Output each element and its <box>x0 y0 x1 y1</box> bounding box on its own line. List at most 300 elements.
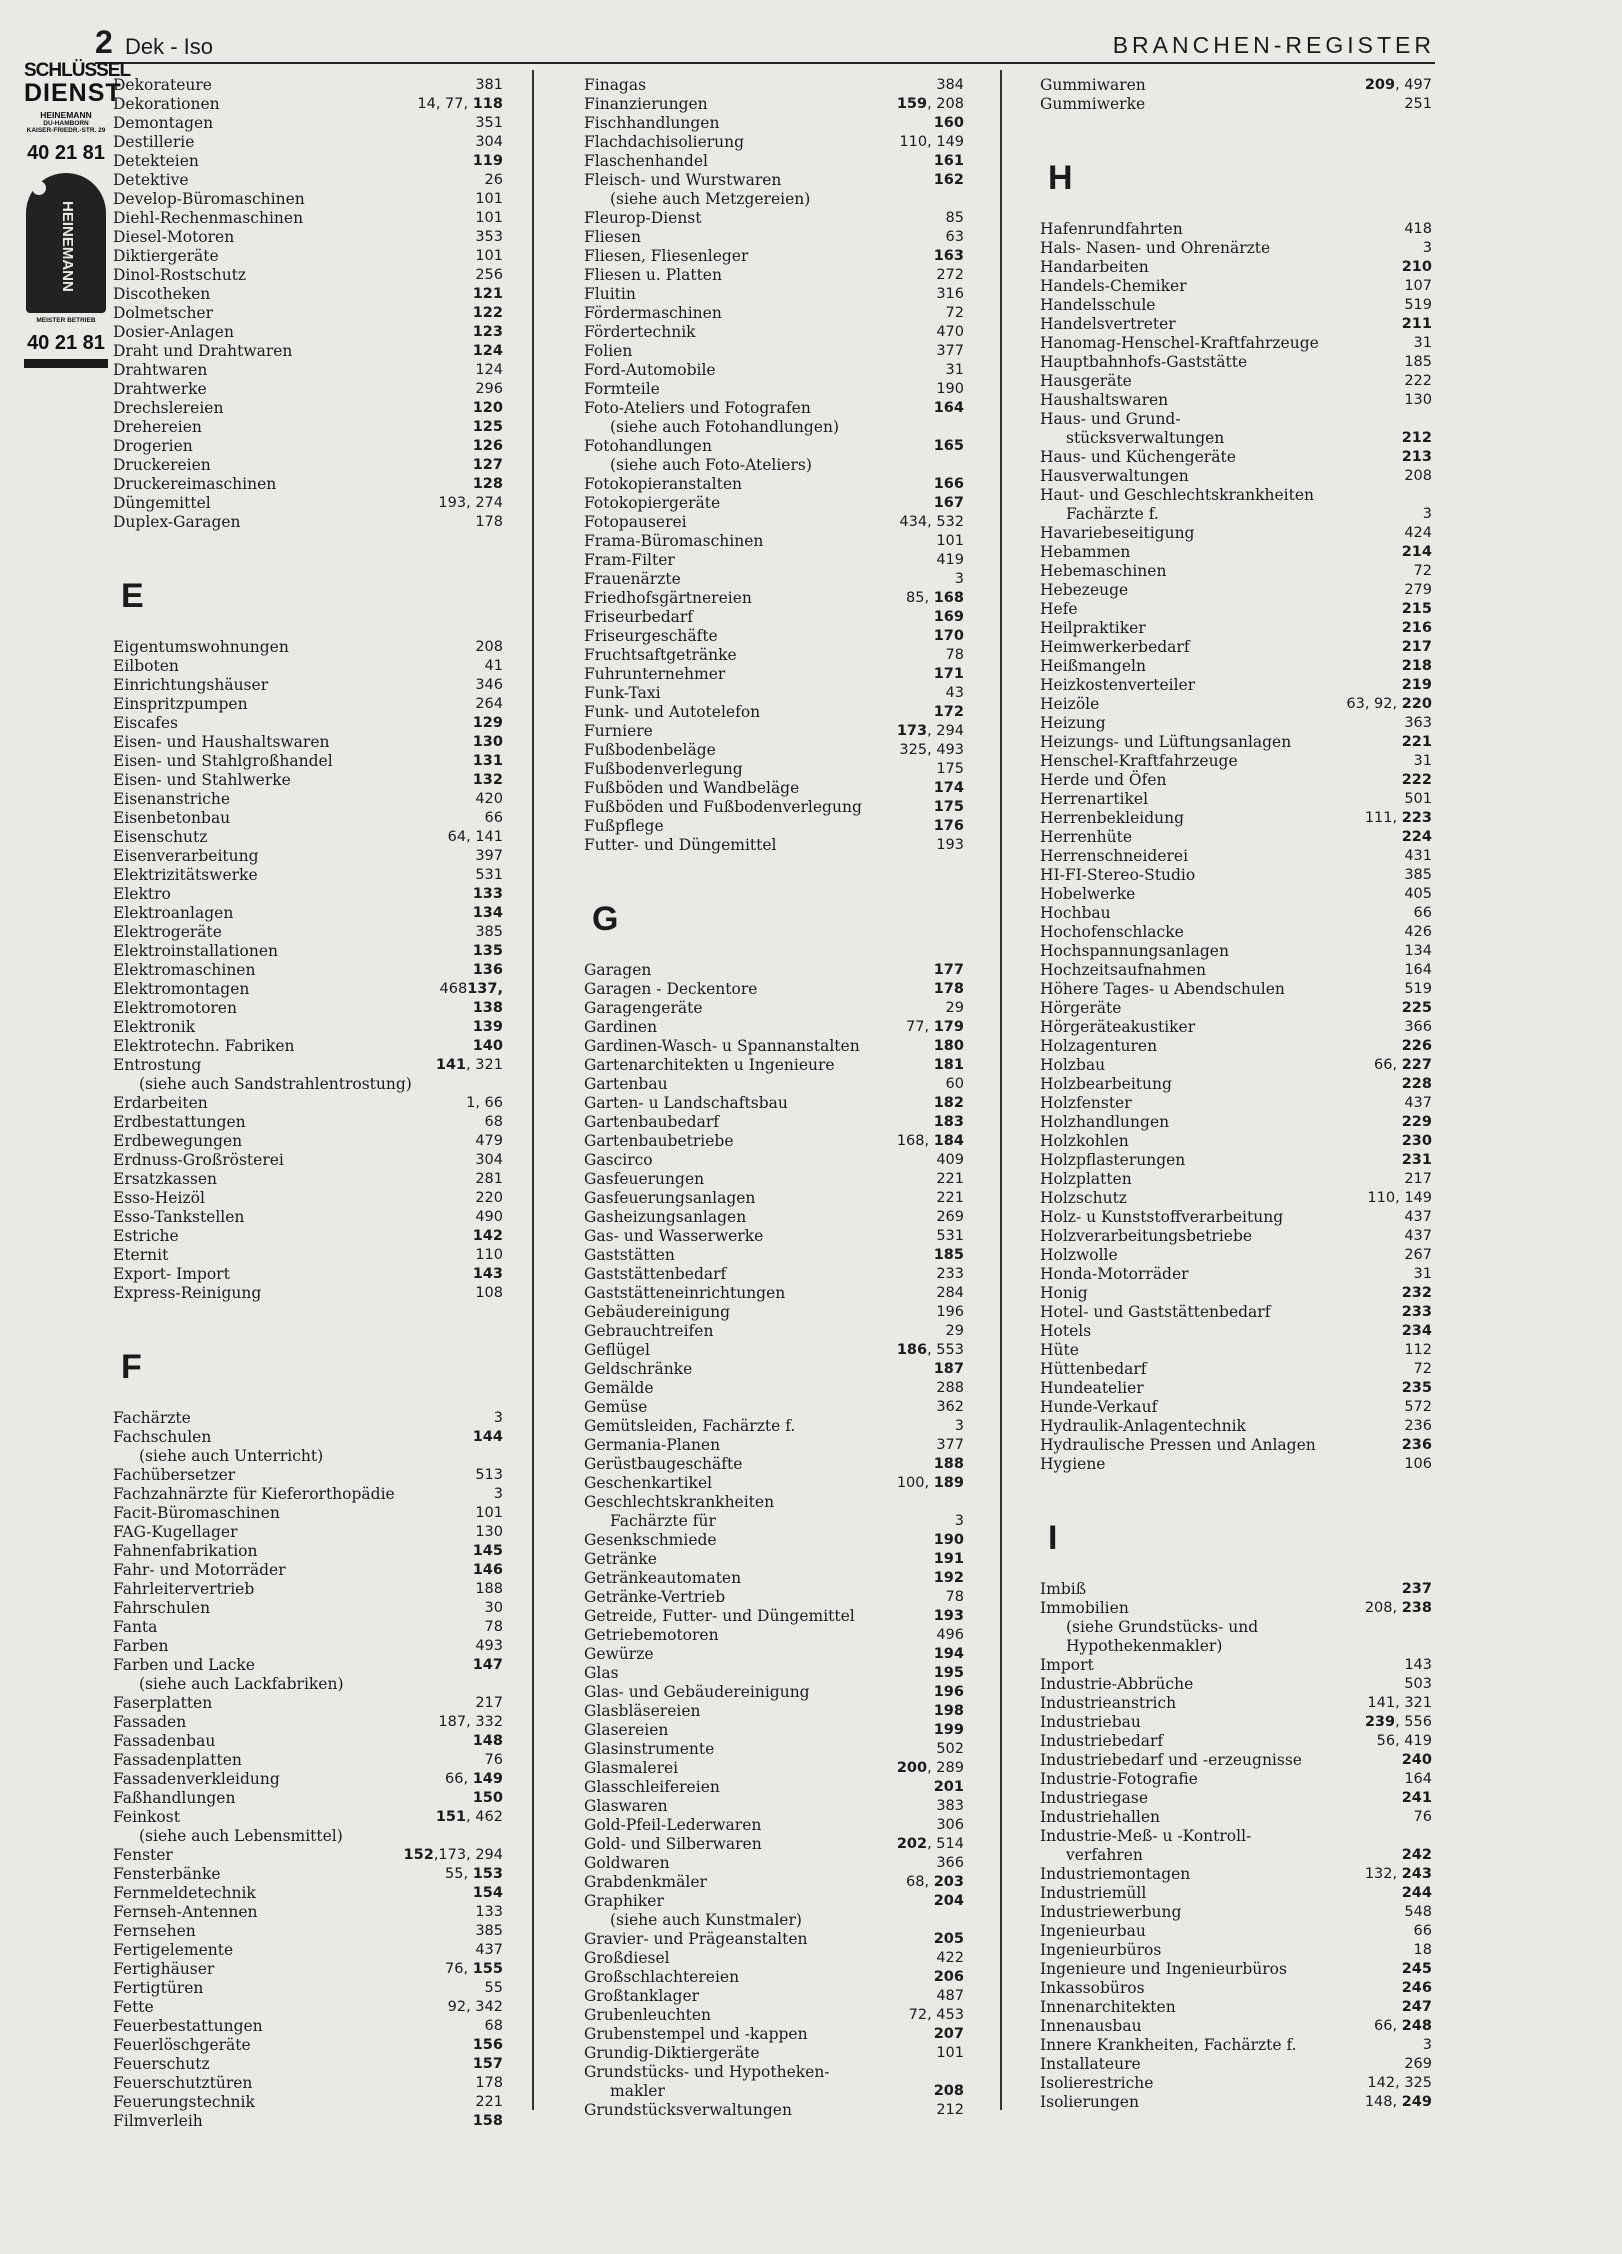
entry-pages <box>934 798 964 817</box>
entry-page-list: 519 <box>1404 297 1432 313</box>
entry-name: Destillerie <box>113 133 195 151</box>
entry-name: Fachärzte f. <box>1066 505 1159 523</box>
entry-page-list: 279 <box>1404 582 1432 598</box>
entry-pages <box>1404 1398 1432 1417</box>
index-entry <box>113 1732 503 1751</box>
index-entry <box>1040 1094 1432 1113</box>
entry-pages <box>1402 1132 1432 1151</box>
entry-pages <box>897 1132 964 1151</box>
entry-name: Glas- und Gebäudereinigung <box>584 1683 810 1701</box>
entry-bold-page: 175 <box>933 799 964 815</box>
index-entry <box>584 1816 964 1835</box>
entry-name: Gerüstbaugeschäfte <box>584 1455 743 1473</box>
entry-bold-page: 135 <box>472 943 503 959</box>
entry-page-list: 419 <box>936 552 964 568</box>
entry-name: (siehe Grundstücks- und <box>1066 1618 1259 1636</box>
index-entry <box>113 1485 503 1504</box>
entry-pages <box>1365 809 1432 828</box>
entry-pages <box>1414 904 1432 923</box>
entry-page-list: 101 <box>475 248 503 264</box>
entry-page-list: 269 <box>936 1209 964 1225</box>
entry-name: HI-FI-Stereo-Studio <box>1040 866 1196 884</box>
index-entry <box>113 1675 503 1694</box>
entry-bold-page: 180 <box>933 1038 964 1054</box>
entry-name: (siehe auch Unterricht) <box>139 1447 324 1465</box>
column-divider <box>532 70 534 2110</box>
index-entry <box>584 1436 964 1455</box>
index-entry <box>1040 1637 1432 1656</box>
entry-page-list: , 208 <box>927 96 964 112</box>
entry-bold-page: 242 <box>1401 1847 1432 1863</box>
entry-name: Garagen - Deckentore <box>584 980 758 998</box>
entry-pages <box>1365 1713 1432 1732</box>
entry-page-list: 78 <box>945 647 964 663</box>
index-entry <box>1040 334 1432 353</box>
entry-name: Handarbeiten <box>1040 258 1149 276</box>
index-entry <box>584 1417 964 1436</box>
entry-pages <box>1402 429 1432 448</box>
entry-pages <box>1404 296 1432 315</box>
entry-page-list: 101 <box>475 210 503 226</box>
entry-name: Friseurgeschäfte <box>584 627 718 645</box>
entry-name: Dekorationen <box>113 95 220 113</box>
entry-page-list: , 497 <box>1395 77 1432 93</box>
entry-bold-page: 241 <box>1401 1790 1432 1806</box>
entry-pages <box>1404 220 1432 239</box>
entry-pages <box>475 847 503 866</box>
entry-pages <box>473 999 503 1018</box>
index-entry <box>584 1379 964 1398</box>
entry-page-list: 31 <box>1413 753 1432 769</box>
index-entry <box>584 76 964 95</box>
index-entry <box>1040 1903 1432 1922</box>
index-entry <box>113 323 503 342</box>
index-entry <box>1040 467 1432 486</box>
entry-bold-page: 174 <box>933 780 964 796</box>
index-entry <box>584 2101 964 2120</box>
index-entry <box>113 1884 503 1903</box>
entry-pages <box>1404 372 1432 391</box>
index-entry <box>113 1075 503 1094</box>
entry-bold-page: 224 <box>1401 829 1432 845</box>
index-entry <box>113 1170 503 1189</box>
entry-page-list: 66 <box>484 810 503 826</box>
entry-page-list: 272 <box>936 267 964 283</box>
index-entry <box>1040 2017 1432 2036</box>
entry-name: Garagen <box>584 961 652 979</box>
entry-pages <box>473 1227 503 1246</box>
index-entry <box>1040 410 1432 429</box>
entry-page-list: , 553 <box>927 1342 964 1358</box>
entry-page-list: , 514 <box>927 1836 964 1852</box>
entry-name: Düngemittel <box>113 494 211 512</box>
index-entry <box>113 304 503 323</box>
entry-pages <box>1402 1998 1432 2017</box>
entry-name: Fotokopiergeräte <box>584 494 721 512</box>
entry-pages <box>473 752 503 771</box>
entry-bold-page: 240 <box>1401 1752 1432 1768</box>
section-letter: E <box>121 577 144 615</box>
entry-bold-page: 131 <box>472 753 503 769</box>
index-entry <box>1040 809 1432 828</box>
entry-pages <box>475 2074 503 2093</box>
entry-pages <box>897 1474 964 1493</box>
entry-name: Erdnuss-Großrösterei <box>113 1151 284 1169</box>
entry-name: Holzpflasterungen <box>1040 1151 1186 1169</box>
entry-name: Heimwerkerbedarf <box>1040 638 1190 656</box>
entry-bold-page: 121 <box>472 286 503 302</box>
index-entry <box>1040 220 1432 239</box>
entry-bold-page: 186 <box>896 1342 928 1358</box>
entry-pages <box>1402 600 1432 619</box>
entry-name: Dolmetscher <box>113 304 214 322</box>
index-entry <box>584 342 964 361</box>
entry-name: Glaswaren <box>584 1797 668 1815</box>
index-entry <box>584 456 964 475</box>
entry-pages <box>475 638 503 657</box>
entry-name: Isolierungen <box>1040 2093 1139 2111</box>
entry-pages <box>473 1732 503 1751</box>
entry-pages <box>1367 2074 1432 2093</box>
index-entry <box>584 1246 964 1265</box>
entry-pages <box>936 1379 964 1398</box>
entry-name: Eisen- und Stahlgroßhandel <box>113 752 333 770</box>
index-entry <box>1040 1189 1432 1208</box>
index-entry <box>584 1455 964 1474</box>
index-entry <box>1040 600 1432 619</box>
index-entry <box>584 798 964 817</box>
entry-pages <box>936 1303 964 1322</box>
entry-page-list: 385 <box>475 924 503 940</box>
index-entry <box>584 1607 964 1626</box>
entry-name: Industriegase <box>1040 1789 1149 1807</box>
index-entry <box>1040 1998 1432 2017</box>
entry-page-list: 64, 141 <box>447 829 503 845</box>
index-entry <box>113 1846 503 1865</box>
entry-pages <box>1404 1903 1432 1922</box>
index-entry <box>1040 315 1432 334</box>
entry-bold-page: 153 <box>472 1866 503 1882</box>
entry-page-list: 284 <box>936 1285 964 1301</box>
entry-pages <box>1404 1417 1432 1436</box>
index-entry <box>584 2044 964 2063</box>
entry-page-list: 55, <box>445 1866 473 1882</box>
index-entry <box>584 1265 964 1284</box>
index-entry <box>1040 695 1432 714</box>
index-entry <box>1040 1827 1432 1846</box>
entry-pages <box>934 171 964 190</box>
entry-name: Feuerungstechnik <box>113 2093 255 2111</box>
entry-bold-page: 209 <box>1364 77 1396 93</box>
entry-name: Immobilien <box>1040 1599 1129 1617</box>
index-entry <box>584 1018 964 1037</box>
index-entry <box>113 904 503 923</box>
entry-page-list: 76 <box>1413 1809 1432 1825</box>
index-entry <box>1040 942 1432 961</box>
index-entry <box>113 513 503 532</box>
entry-name: Fliesen, Fliesenleger <box>584 247 749 265</box>
entry-bold-page: 245 <box>1401 1961 1432 1977</box>
entry-bold-page: 145 <box>472 1543 503 1559</box>
entry-name: Drogerien <box>113 437 193 455</box>
entry-pages <box>448 1998 503 2017</box>
index-entry <box>1040 980 1432 999</box>
entry-page-list: 424 <box>1404 525 1432 541</box>
entry-name: (siehe auch Metzgereien) <box>610 190 811 208</box>
page-title: BRANCHEN-REGISTER <box>1112 32 1435 58</box>
entry-name: Hebezeuge <box>1040 581 1129 599</box>
index-entry <box>1040 429 1432 448</box>
ad-line2: DIENST <box>24 79 122 107</box>
entry-name: Eisenanstriche <box>113 790 230 808</box>
entry-pages <box>475 1208 503 1227</box>
entry-page-list: 66 <box>1413 1923 1432 1939</box>
entry-pages <box>1404 1341 1432 1360</box>
entry-name: Elektromaschinen <box>113 961 256 979</box>
index-entry <box>113 1789 503 1808</box>
entry-pages <box>473 942 503 961</box>
entry-page-list: 143 <box>1404 1657 1432 1673</box>
entry-bold-page: 218 <box>1401 658 1432 674</box>
entry-bold-page: 214 <box>1401 544 1432 560</box>
index-entry <box>113 923 503 942</box>
index-entry <box>113 942 503 961</box>
entry-name: Gaststätten <box>584 1246 675 1264</box>
index-column-1 <box>113 76 503 2131</box>
entry-bold-page: 235 <box>1401 1380 1432 1396</box>
entry-name: makler <box>610 2082 665 2100</box>
entry-name: verfahren <box>1066 1846 1143 1864</box>
entry-name: Flachdachisolierung <box>584 133 745 151</box>
entry-name: Gravier- und Prägeanstalten <box>584 1930 808 1948</box>
entry-name: Dinol-Rostschutz <box>113 266 247 284</box>
entry-page-list: 256 <box>475 267 503 283</box>
index-entry <box>1040 1056 1432 1075</box>
entry-name: Imbiß <box>1040 1580 1087 1598</box>
entry-page-list: 108 <box>475 1285 503 1301</box>
entry-pages <box>946 1075 964 1094</box>
entry-pages <box>438 1713 503 1732</box>
ad-bar <box>24 359 108 368</box>
entry-name: Develop-Büromaschinen <box>113 190 305 208</box>
entry-name: Fotohandlungen <box>584 437 712 455</box>
entry-page-list: 110, 149 <box>1367 1190 1432 1206</box>
entry-name: Industriewerbung <box>1040 1903 1182 1921</box>
entry-page-list: 188 <box>475 1581 503 1597</box>
index-entry <box>584 1683 964 1702</box>
entry-page-list: 66, <box>1374 2018 1402 2034</box>
entry-page-list: 437 <box>475 1942 503 1958</box>
page-header <box>95 26 1435 64</box>
index-entry <box>584 1626 964 1645</box>
index-entry <box>113 285 503 304</box>
index-entry <box>1040 771 1432 790</box>
index-entry <box>584 551 964 570</box>
index-entry <box>1040 1846 1432 1865</box>
index-entry <box>584 1778 964 1797</box>
index-entry <box>113 1037 503 1056</box>
index-entry <box>584 665 964 684</box>
index-entry <box>113 342 503 361</box>
entry-pages <box>475 1941 503 1960</box>
entry-bold-page: 142 <box>472 1228 503 1244</box>
entry-bold-page: 198 <box>933 1703 964 1719</box>
entry-pages <box>485 2017 503 2036</box>
column-divider <box>1000 70 1002 2110</box>
entry-pages <box>936 532 964 551</box>
index-entry <box>1040 1018 1432 1037</box>
entry-pages <box>936 2044 964 2063</box>
index-entry <box>113 1132 503 1151</box>
entry-page-list: 493 <box>475 1638 503 1654</box>
index-entry <box>1040 1341 1432 1360</box>
index-entry <box>584 114 964 133</box>
entry-page-list: 363 <box>1404 715 1432 731</box>
section-letter: G <box>592 900 619 938</box>
entry-name: Einrichtungshäuser <box>113 676 269 694</box>
entry-pages <box>473 1428 503 1447</box>
section-letter: H <box>1048 159 1073 197</box>
entry-pages <box>485 1113 503 1132</box>
entry-bold-page: 129 <box>472 715 503 731</box>
entry-pages <box>1402 1303 1432 1322</box>
entry-page-list: 72 <box>1413 1361 1432 1377</box>
index-entry <box>584 247 964 266</box>
entry-name: Dekorateure <box>113 76 212 94</box>
entry-page-list: 133 <box>475 1904 503 1920</box>
entry-pages <box>1402 1113 1432 1132</box>
entry-name: Hebammen <box>1040 543 1131 561</box>
entry-pages <box>1404 1675 1432 1694</box>
entry-pages <box>1402 1789 1432 1808</box>
entry-pages <box>934 114 964 133</box>
entry-pages <box>473 1542 503 1561</box>
entry-name: Handelsschule <box>1040 296 1156 314</box>
index-entry <box>584 627 964 646</box>
index-entry <box>113 1504 503 1523</box>
index-entry <box>113 714 503 733</box>
entry-page-list: , 462 <box>466 1809 503 1825</box>
index-entry <box>1040 76 1432 95</box>
entry-bold-page: 141 <box>435 1057 467 1073</box>
index-entry <box>584 2063 964 2082</box>
entry-name: Fertigtüren <box>113 1979 204 1997</box>
index-entry <box>584 1189 964 1208</box>
entry-page-list: 110, 149 <box>899 134 964 150</box>
entry-bold-page: 193 <box>933 1608 964 1624</box>
index-entry <box>1040 1713 1432 1732</box>
entry-name: Feuerschutz <box>113 2055 210 2073</box>
entry-page-list: 72, 453 <box>908 2007 964 2023</box>
entry-name: Discotheken <box>113 285 211 303</box>
entry-bold-page: 168 <box>933 590 964 606</box>
entry-name: Eigentumswohnungen <box>113 638 289 656</box>
entry-pages <box>475 266 503 285</box>
entry-pages <box>475 76 503 95</box>
entry-pages <box>1402 733 1432 752</box>
index-entry <box>1040 486 1432 505</box>
index-entry <box>584 228 964 247</box>
index-entry <box>1040 904 1432 923</box>
entry-bold-page: 244 <box>1401 1885 1432 1901</box>
entry-pages <box>475 1466 503 1485</box>
index-entry <box>1040 1322 1432 1341</box>
page-number: 2 <box>95 24 114 60</box>
entry-bold-page: 221 <box>1401 734 1432 750</box>
entry-page-list: 31 <box>1413 1266 1432 1282</box>
entry-name: Getriebemotoren <box>584 1626 719 1644</box>
page-range: Dek - Iso <box>125 34 214 59</box>
entry-pages <box>1402 828 1432 847</box>
entry-pages <box>494 1409 503 1428</box>
entry-bold-page: 219 <box>1401 677 1432 693</box>
entry-name: Holzfenster <box>1040 1094 1132 1112</box>
entry-name: Gartenbau <box>584 1075 668 1093</box>
index-entry <box>1040 543 1432 562</box>
entry-pages <box>934 1968 964 1987</box>
entry-name: Eisenschutz <box>113 828 208 846</box>
entry-name: Feuerschutztüren <box>113 2074 253 2092</box>
entry-page-list: 316 <box>936 286 964 302</box>
entry-pages <box>1404 467 1432 486</box>
index-entry <box>584 646 964 665</box>
index-entry <box>113 190 503 209</box>
entry-pages <box>906 1873 964 1892</box>
entry-name: Havariebeseitigung <box>1040 524 1195 542</box>
entry-name: Höhere Tages- u Abendschulen <box>1040 980 1285 998</box>
entry-name: Glasereien <box>584 1721 669 1739</box>
entry-name: Fischhandlungen <box>584 114 720 132</box>
index-entry <box>1040 1979 1432 1998</box>
index-entry <box>584 1094 964 1113</box>
entry-bold-page: 166 <box>933 476 964 492</box>
index-entry <box>1040 1455 1432 1474</box>
entry-pages <box>897 95 964 114</box>
entry-name: Haushaltswaren <box>1040 391 1169 409</box>
entry-pages <box>955 1417 964 1436</box>
entry-bold-page: 124 <box>472 343 503 359</box>
entry-pages <box>934 1056 964 1075</box>
index-entry <box>113 1056 503 1075</box>
entry-pages <box>475 866 503 885</box>
entry-pages <box>1404 1656 1432 1675</box>
index-entry <box>1040 1379 1432 1398</box>
entry-page-list: 426 <box>1404 924 1432 940</box>
entry-name: (siehe auch Foto-Ateliers) <box>610 456 812 474</box>
entry-name: Grundstücksverwaltungen <box>584 2101 792 2119</box>
index-entry <box>113 1903 503 1922</box>
entry-name: Fette <box>113 1998 154 2016</box>
index-entry <box>584 437 964 456</box>
entry-name: Fenster <box>113 1846 173 1864</box>
entry-name: Elektrotechn. Fabriken <box>113 1037 295 1055</box>
entry-name: Faßhandlungen <box>113 1789 236 1807</box>
index-entry <box>113 418 503 437</box>
entry-page-list: 267 <box>1404 1247 1432 1263</box>
entry-name: Gold-Pfeil-Lederwaren <box>584 1816 762 1834</box>
entry-pages <box>1402 657 1432 676</box>
index-entry <box>113 1151 503 1170</box>
index-entry <box>113 1599 503 1618</box>
entry-pages <box>485 1618 503 1637</box>
index-entry <box>584 703 964 722</box>
index-entry <box>113 1409 503 1428</box>
index-entry <box>584 817 964 836</box>
entry-page-list: 236 <box>1404 1418 1432 1434</box>
entry-name: Fanta <box>113 1618 158 1636</box>
index-entry <box>1040 1960 1432 1979</box>
entry-pages <box>475 1189 503 1208</box>
